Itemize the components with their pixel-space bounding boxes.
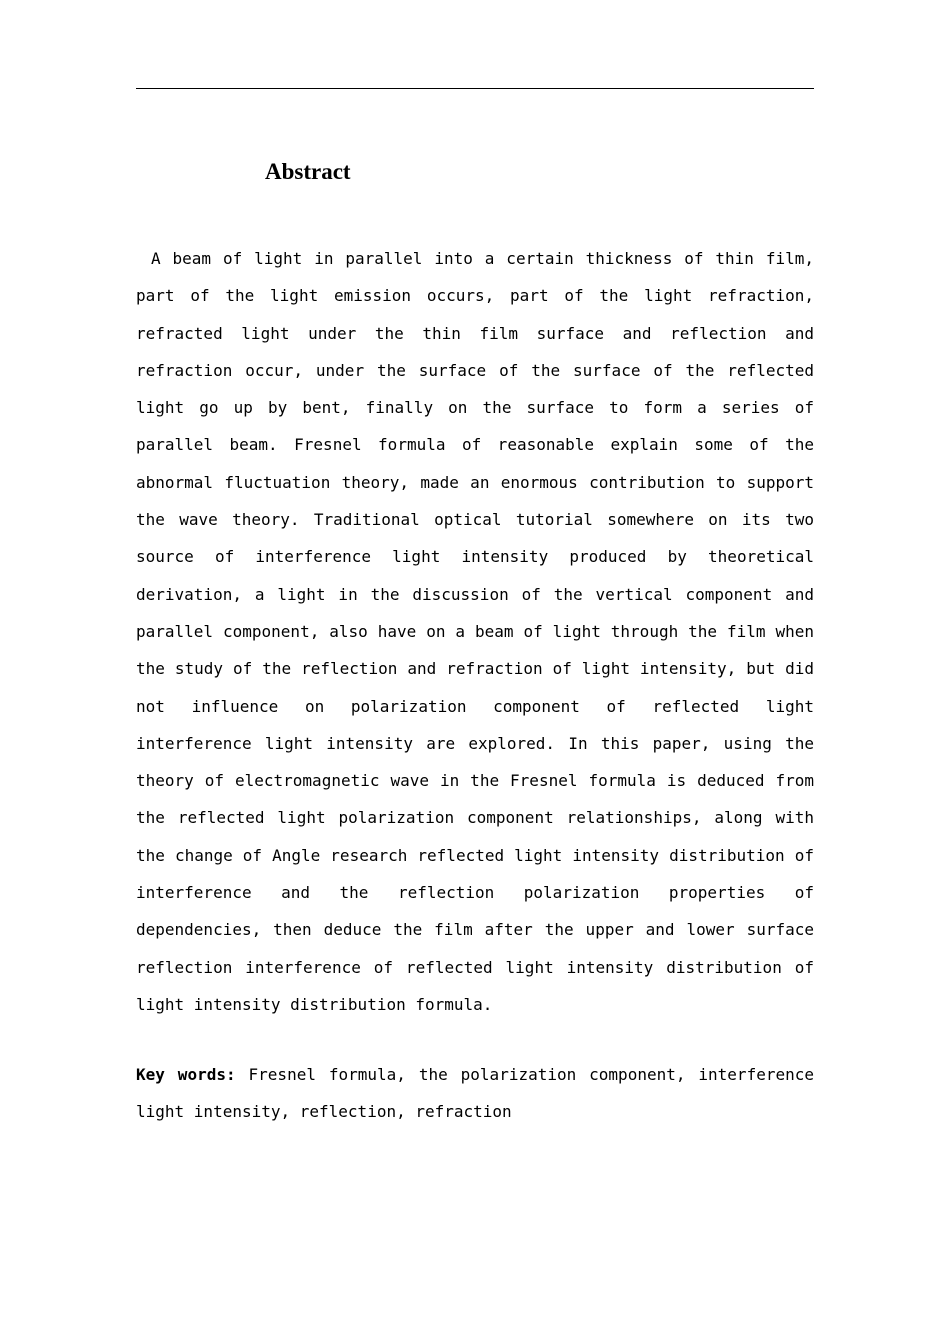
abstract-body: A beam of light in parallel into a certain thickness of thin film, part of the light emission occurs, part of the light refraction, refracted light under the thin film surface and reflection and refraction occur, under the surface of the surface of the reflected light go up by bent, finally on the surface to form a series of parallel beam. Fresnel formula of reasonable explain some of the abnormal fluctuation theory, made an enormous contribution to support the wave theory. Traditional optical tutorial somewhere on its two source of interference light intensity produced by theoretical derivation, a light in the discussion of the vertical component and parallel component, also have on a beam of light through the film when the study of the reflection and refraction of light intensity, but did not influence on polarization component of reflected light interference light intensity are explored. In this paper, using the theory of electromagnetic wave in the Fresnel formula is deduced from the reflected light polarization component relationships, along with the change of Angle research reflected light intensity distribution of interference and the reflection polarization properties of dependencies, then deduce the film after the upper and lower surface reflection interference of reflected light intensity distribution of light intensity distribution formula. xyxy=(136,249,814,1014)
abstract-title: Abstract xyxy=(265,159,351,184)
keywords-paragraph xyxy=(136,1056,814,1131)
keywords-text: Fresnel formula, the polarization component, interference light intensity, reflection, refraction xyxy=(136,1065,814,1122)
keywords-label: Key words: xyxy=(136,1065,236,1084)
header-rule xyxy=(136,88,814,89)
